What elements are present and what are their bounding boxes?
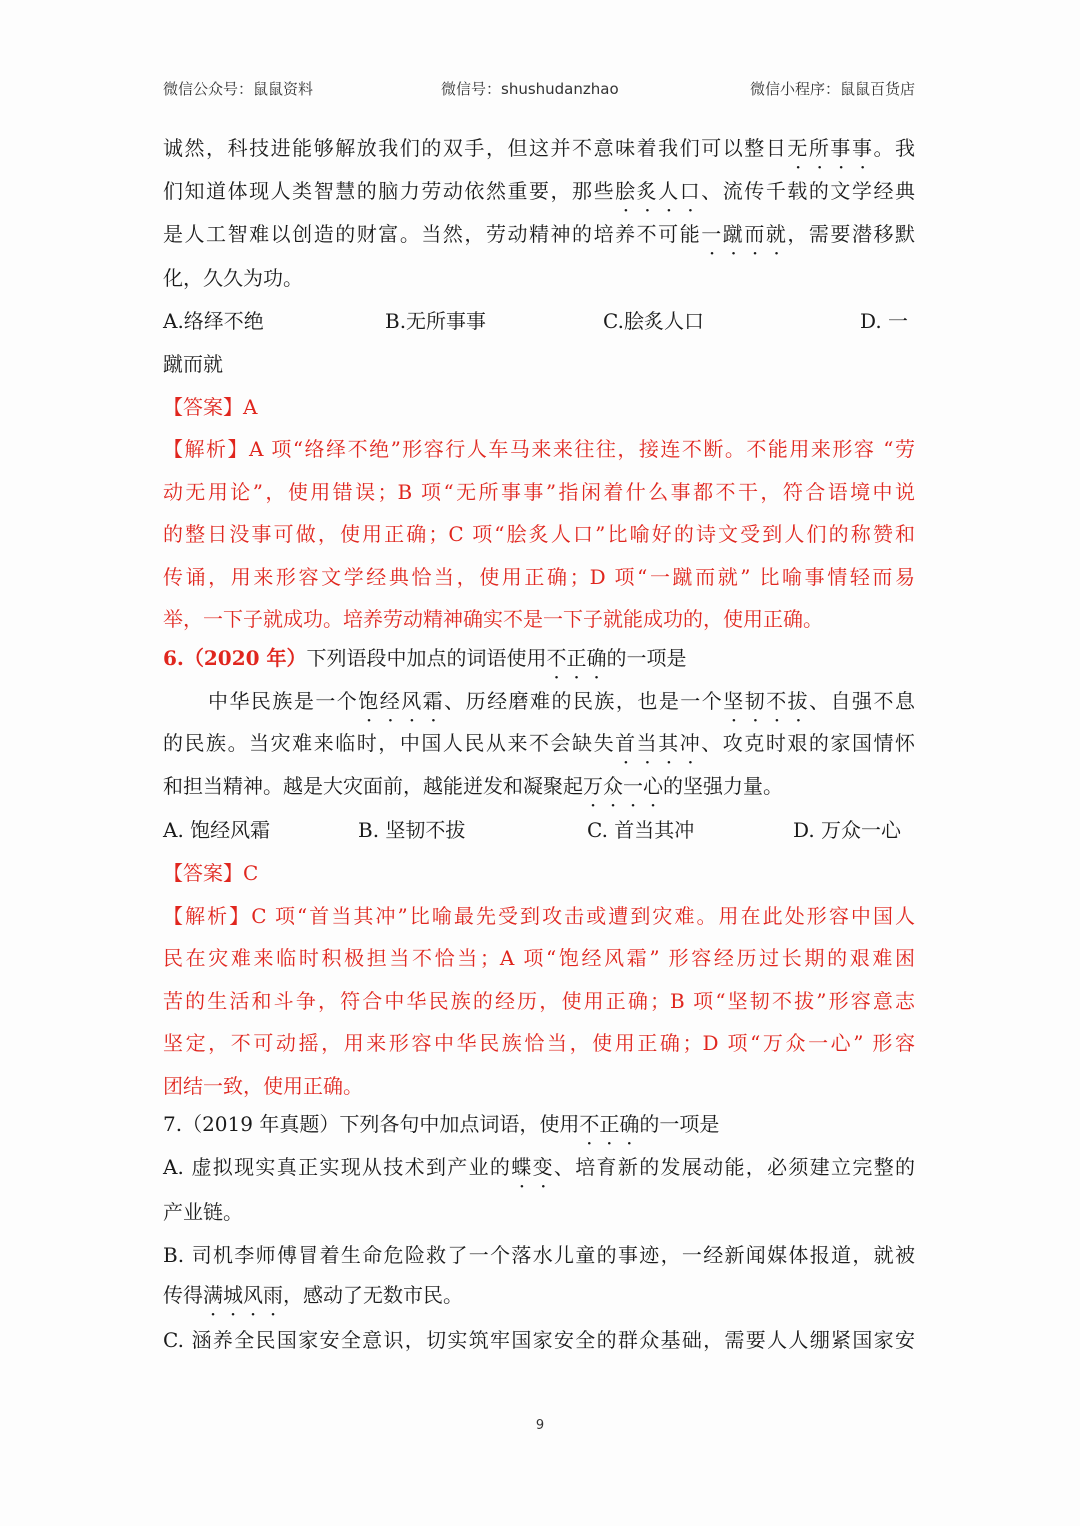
q6-analysis-line-4: 坚定，不可动摇，用来形容中华民族恰当，使用正确；D 项“万众一心” 形容 (163, 1031, 915, 1055)
q7-option-c-line-1: C. 涵养全民国家安全意识，切实筑牢国家安全的群众基础，需要人人绷紧国家安 (163, 1328, 915, 1352)
emphasis-character: 韧 (744, 689, 767, 713)
emphasis-character: 口 (679, 179, 702, 203)
emphasis-character: 确 (586, 646, 607, 670)
q6-option-c: C. 首当其冲 (587, 818, 695, 842)
q6-dotted-bu-zhengque (547, 646, 607, 670)
emphasis-character: 所 (808, 136, 831, 160)
q5-option-d-continued: 蹴而就 (163, 352, 223, 376)
emphasis-character: 拔 (787, 689, 810, 713)
q6-title: 6.（2020 年）下列语段中加点的词语使用不正确的一项是 (163, 646, 687, 670)
emphasis-character: 风 (243, 1283, 263, 1307)
emphasis-character: 风 (401, 689, 423, 713)
q5-passage-line-1: 诚然，科技进能够解放我们的双手，但这并不意味着我们可以整日无所事事。我 (163, 136, 916, 160)
emphasis-character: 事 (830, 136, 852, 160)
q6-analysis-line-5: 团结一致，使用正确。 (163, 1074, 363, 1098)
q6-number: 6.（2020 年） (163, 646, 307, 670)
q6-passage-line-2: 的民族。当灾难来临时，中国人民从来不会缺失首当其冲、攻克时艰的家国情怀 (163, 731, 916, 755)
q5-option-c: C.脍炙人口 (603, 309, 704, 333)
emphasis-character: 其 (658, 731, 680, 755)
emphasis-character: 城 (223, 1283, 243, 1307)
q6-passage-line-1: 中华民族是一个饱经风霜、历经磨难的民族，也是一个坚韧不拔、自强不息 (208, 689, 915, 713)
emphasis-character: 脍 (615, 179, 637, 203)
header-wechat-account: 微信公众号：鼠鼠资料 (163, 80, 314, 98)
q5-analysis-line-2: 动无用论”，使用错误；B 项“无所事事”指闲着什么事都不干，符合语境中说 (163, 480, 915, 504)
q5-passage-line-3: 是人工智难以创造的财富。当然，劳动精神的培养不可能一蹴而就，需要潜移默 (163, 222, 916, 246)
emphasis-character: 经 (379, 689, 402, 713)
q5-analysis-line-5: 举，一下子就成功。培养劳动精神确实不是一下子就能成功的，使用正确。 (163, 607, 823, 631)
q7-dotted-word-manchengfengyu (203, 1283, 283, 1307)
q5-dotted-word-wusuoshishi (787, 136, 873, 160)
emphasis-character: 不 (766, 689, 788, 713)
q6-dotted-word-baojingfengshuang (358, 689, 444, 713)
emphasis-character: 确 (619, 1112, 640, 1136)
q7-dotted-word-diebian (511, 1155, 554, 1179)
emphasis-character: 饱 (358, 689, 380, 713)
emphasis-character: 正 (566, 646, 587, 670)
q6-option-b: B. 坚韧不拔 (358, 818, 466, 842)
emphasis-character: 冲 (679, 731, 702, 755)
emphasis-character: 不 (546, 646, 567, 670)
emphasis-character: 而 (744, 222, 766, 246)
q7-option-a-line-1: A. 虚拟现实真正实现从技术到产业的蝶变、培育新的发展动能，必须建立完整的 (163, 1155, 916, 1179)
emphasis-character: 正 (599, 1112, 620, 1136)
emphasis-character: 蹴 (722, 222, 745, 246)
q7-title: 7.（2019 年真题）下列各句中加点词语，使用不正确的一项是 (163, 1112, 720, 1136)
emphasis-character: 雨 (263, 1283, 283, 1307)
q5-passage-line-2: 们知道体现人类智慧的脑力劳动依然重要，那些脍炙人口、流传千载的文学经典 (163, 179, 916, 203)
q5-dotted-word-yicuerjiu (701, 222, 787, 246)
emphasis-character: 坚 (723, 689, 745, 713)
q6-dotted-word-wanzhongyixin (583, 774, 663, 798)
header-mini-program: 微信小程序：鼠鼠百货店 (749, 80, 915, 98)
q5-option-a: A.络绎不绝 (163, 309, 264, 333)
q7-dotted-bu-zhengque (579, 1112, 639, 1136)
emphasis-character: 满 (203, 1283, 223, 1307)
emphasis-character: 无 (787, 136, 809, 160)
header-wechat-id: 微信号：shushudanzhao (441, 80, 619, 98)
q5-option-d: D. 一 (860, 309, 909, 333)
q6-analysis-line-1: 【解析】C 项“首当其冲”比喻最先受到攻击或遭到灾难。用在此处形容中国人 (163, 904, 915, 928)
q5-passage-line-4: 化，久久为功。 (163, 266, 303, 290)
q5-analysis-line-4: 传诵，用来形容文学经典恰当，使用正确；D 项“一蹴而就” 比喻事情轻而易 (163, 565, 915, 589)
q5-answer: 【答案】A (163, 395, 258, 419)
q6-option-a: A. 饱经风霜 (163, 818, 271, 842)
emphasis-character: 一 (701, 222, 723, 246)
emphasis-character: 万 (583, 774, 603, 798)
q6-passage-line-3: 和担当精神。越是大灾面前，越能迸发和凝聚起万众一心的坚强力量。 (163, 774, 783, 798)
emphasis-character: 首 (615, 731, 637, 755)
q6-dotted-word-jianrenbuba (723, 689, 809, 713)
q6-analysis-line-3: 苦的生活和斗争，符合中华民族的经历，使用正确；B 项“坚韧不拔”形容意志 (163, 989, 915, 1013)
emphasis-character: 霜 (422, 689, 445, 713)
emphasis-character: 众 (603, 774, 623, 798)
q6-option-d: D. 万众一心 (793, 818, 902, 842)
page-header (163, 78, 915, 102)
emphasis-character: 变 (532, 1155, 554, 1179)
emphasis-character: 蝶 (511, 1155, 533, 1179)
page-number: 9 (535, 1418, 545, 1433)
q5-option-b: B.无所事事 (385, 309, 487, 333)
q6-analysis-line-2: 民在灾难来临时积极担当不恰当；A 项“饱经风霜” 形容经历过长期的艰难困 (163, 946, 915, 970)
q5-dotted-word-kuaizhirenkou (615, 179, 701, 203)
emphasis-character: 一 (623, 774, 643, 798)
q7-option-b-line-2: 传得满城风雨，感动了无数市民。 (163, 1283, 463, 1307)
q5-analysis-line-3: 的整日没事可做，使用正确；C 项“脍炙人口”比喻好的诗文受到人们的称赞和 (163, 522, 915, 546)
emphasis-character: 炙 (636, 179, 659, 203)
emphasis-character: 心 (643, 774, 663, 798)
emphasis-character: 不 (579, 1112, 600, 1136)
q7-option-b-line-1: B. 司机李师傅冒着生命危险救了一个落水儿童的事迹，一经新闻媒体报道，就被 (163, 1243, 915, 1267)
emphasis-character: 人 (658, 179, 680, 203)
emphasis-character: 事 (851, 136, 874, 160)
q6-answer: 【答案】C (163, 861, 259, 885)
q6-dotted-word-shoudangqichong (615, 731, 701, 755)
q7-option-a-line-2: 产业链。 (163, 1200, 243, 1224)
emphasis-character: 就 (765, 222, 788, 246)
q5-analysis-line-1: 【解析】A 项“络绎不绝”形容行人车马来来往往，接连不断。不能用来形容 “劳 (163, 437, 915, 461)
emphasis-character: 当 (636, 731, 659, 755)
